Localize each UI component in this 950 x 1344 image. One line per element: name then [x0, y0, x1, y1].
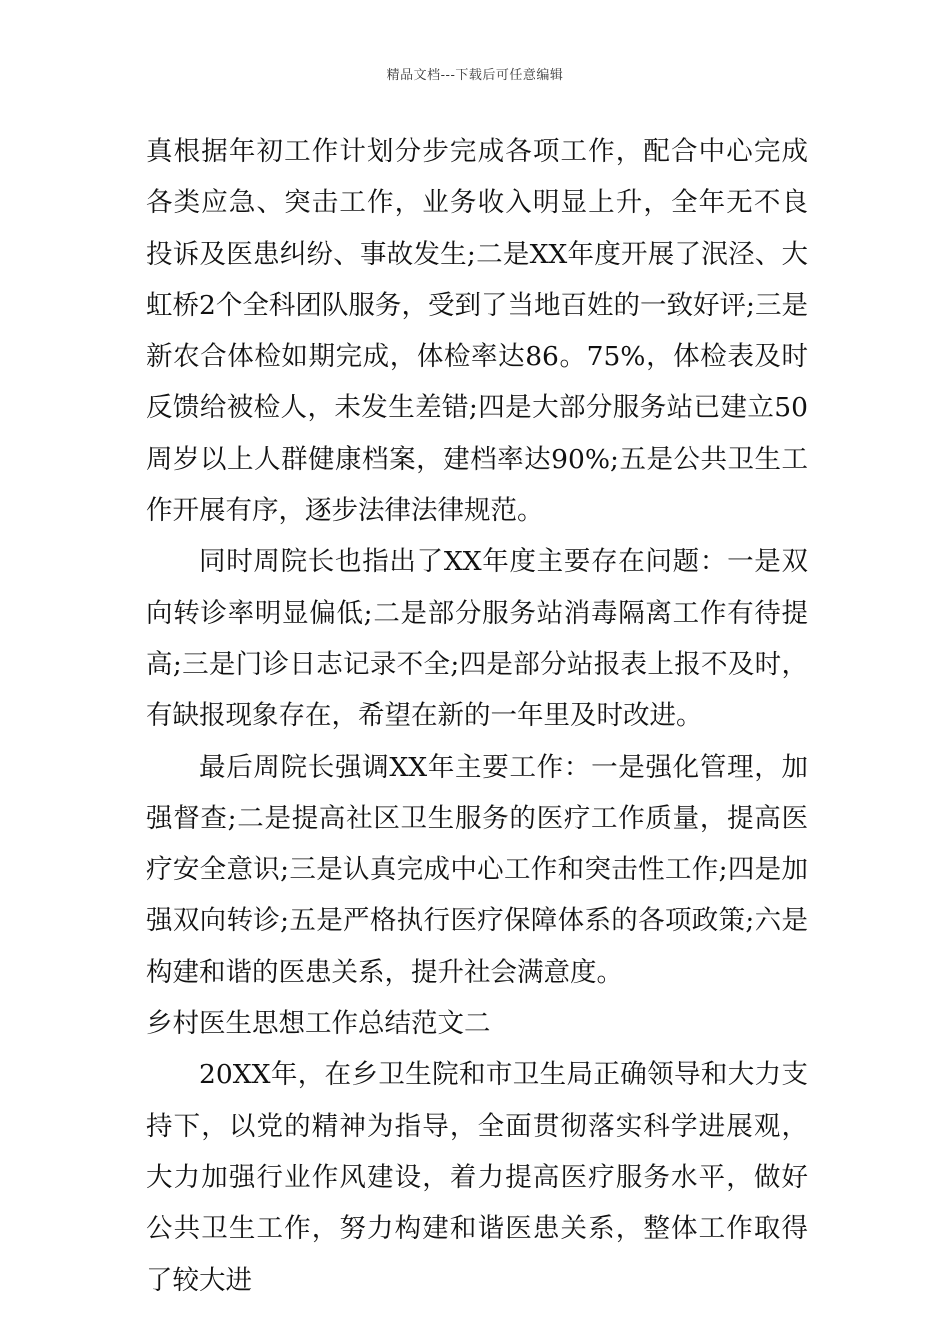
document-body	[146, 126, 808, 1306]
page-header: 精品文档---下载后可任意编辑	[386, 68, 564, 83]
paragraph: 最后周院长强调XX年主要工作：一是强化管理，加强督查;二是提高社区卫生服务的医疗工作质量，提高医疗安全意识;三是认真完成中心工作和突击性工作;四是加强双向转诊;五是严格执行医疗保障体系的各项政策;六是构建和谐的医患关系，提升社会满意度。	[146, 751, 808, 988]
paragraph: 真根据年初工作计划分步完成各项工作，配合中心完成各类应急、突击工作，业务收入明显上升，全年无不良投诉及医患纠纷、事故发生;二是XX年度开展了泯泾、大虹桥2个全科团队服务，受到了当地百姓的一致好评;三是新农合体检如期完成，体检率达86。75%，体检表及时反馈给被检人，未发生差错;四是大部分服务站已建立50周岁以上人群健康档案，建档率达90%;五是公共卫生工作开展有序，逐步法律法律规范。	[146, 136, 808, 527]
section-title: 乡村医生思想工作总结范文二	[146, 1008, 491, 1040]
paragraph: 20XX年，在乡卫生院和市卫生局正确领导和大力支持下，以党的精神为指导，全面贯彻落实科学进展观，大力加强行业作风建设，着力提高医疗服务水平，做好公共卫生工作，努力构建和谐医患关系，整体工作取得了较大进	[146, 1059, 808, 1296]
paragraph: 同时周院长也指出了XX年度主要存在问题：一是双向转诊率明显偏低;二是部分服务站消毒隔离工作有待提高;三是门诊日志记录不全;四是部分站报表上报不及时，有缺报现象存在，希望在新的一年里及时改进。	[146, 546, 808, 732]
